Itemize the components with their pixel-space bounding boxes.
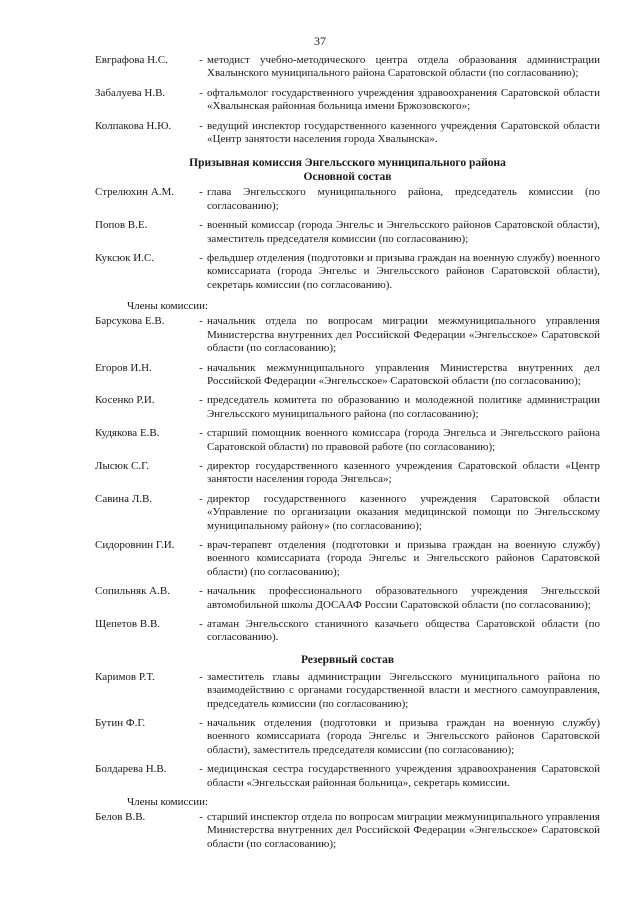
dash-separator: - xyxy=(199,811,203,824)
list-item xyxy=(95,811,600,851)
person-name: Сидоровнин Г.И. xyxy=(95,538,175,551)
dash-separator: - xyxy=(199,315,203,328)
position-description: директор государственного казенного учреждения Саратовской области «Управление по организации оказания медицинской помощи по Энгельсскому муниципальному району» (по согласованию); xyxy=(207,492,600,532)
list-item xyxy=(95,315,600,355)
dash-separator: - xyxy=(199,219,203,232)
list-item xyxy=(95,87,600,114)
list-item xyxy=(95,54,600,81)
main-members-list xyxy=(95,315,600,645)
person-name: Стрелюхин А.М. xyxy=(95,186,175,199)
dash-separator: - xyxy=(199,54,203,66)
position-description: начальник отдела по вопросам миграции межмуниципального управления Министерства внутренних дел Российской Федерации «Энгельсское» Саратовской области (по согласованию); xyxy=(207,315,600,355)
list-item xyxy=(95,120,600,147)
person-name: Егоров И.Н. xyxy=(95,361,152,374)
person-name: Бутин Ф.Г. xyxy=(95,717,146,730)
dash-separator: - xyxy=(199,361,203,374)
position-description: ведущий инспектор государственного казенного учреждения Саратовской области «Центр занятости населения города Хвалынска». xyxy=(207,119,600,146)
person-name: Белов В.В. xyxy=(95,811,146,824)
list-item xyxy=(95,460,600,487)
main-entries-list xyxy=(95,186,600,292)
list-item xyxy=(95,585,600,612)
position-description: военный комиссар (города Энгельс и Энгельсского районов Саратовской области), заместитель председателя комиссии (по согласованию); xyxy=(207,219,600,245)
person-name: Косенко Р.И. xyxy=(95,394,155,407)
dash-separator: - xyxy=(199,427,203,440)
person-name: Щепетов В.В. xyxy=(95,618,161,630)
person-name: Куксюк И.С. xyxy=(95,252,155,265)
list-item xyxy=(95,493,600,533)
dash-separator: - xyxy=(199,670,203,683)
position-description: старший инспектор отдела по вопросам миграции межмуниципального управления Министерства внутренних дел Российской Федерации «Энгельсское» Саратовской области (по согласованию); xyxy=(207,811,600,850)
person-name: Лысюк С.Г. xyxy=(95,459,150,472)
dash-separator: - xyxy=(199,394,203,407)
top-entries-list xyxy=(95,54,600,146)
dash-separator: - xyxy=(199,618,203,630)
position-description: офтальмолог государственного учреждения здравоохранения Саратовской области «Хвалынская районная больница имени Бржозовского»; xyxy=(207,86,600,113)
list-item xyxy=(95,539,600,579)
person-name: Забалуева Н.В. xyxy=(95,86,166,99)
person-name: Кудякова Е.В. xyxy=(95,427,160,440)
main-composition-title: Основной состав xyxy=(303,171,392,184)
dash-separator: - xyxy=(199,119,203,132)
list-item xyxy=(95,618,600,645)
person-name: Попов В.Е. xyxy=(95,219,148,232)
position-description: методист учебно-методического центра отдела образования администрации Хвалынского муниципального района Саратовской области (по согласованию); xyxy=(207,54,600,80)
position-description: директор государственного казенного учреждения Саратовской области «Центр занятости населения города Энгельса»; xyxy=(207,459,600,486)
position-description: начальник отделения (подготовки и призыва граждан на военную службу) военного комиссариата (города Энгельс и Энгельсского районов Саратовской области), заместитель председателя комиссии (по согласованию); xyxy=(207,717,600,756)
position-description: атаман Энгельсского станичного казачьего общества Саратовской области (по согласованию). xyxy=(207,618,600,644)
document-content xyxy=(95,54,600,857)
list-item xyxy=(95,252,600,292)
dash-separator: - xyxy=(199,252,203,265)
dash-separator: - xyxy=(199,585,203,598)
person-name: Болдарева Н.В. xyxy=(95,763,167,776)
position-description: начальник профессионального образовательного учреждения Энгельсской автомобильной школы ДОСААФ России Саратовской области (по согласованию); xyxy=(207,585,600,611)
dash-separator: - xyxy=(199,763,203,776)
position-description: фельдшер отделения (подготовки и призыва граждан на военную службу) военного комиссариата (города Энгельс и Энгельсского районов Саратовской области), секретарь комиссии (по согласованию). xyxy=(207,252,600,291)
position-description: начальник межмуниципального управления Министерства внутренних дел Российской Федерации «Энгельсское» Саратовской области (по согласованию); xyxy=(207,361,600,387)
dash-separator: - xyxy=(199,86,203,99)
members-label-main: Члены комиссии: xyxy=(127,300,209,313)
page-number: 37 xyxy=(314,34,326,48)
list-item xyxy=(95,763,600,790)
position-description: председатель комитета по образованию и молодежной политике администрации Энгельсского муниципального района (по согласованию); xyxy=(207,394,600,420)
position-description: медицинская сестра государственного учреждения здравоохранения Саратовской области «Энгельсская районная больница», секретарь комиссии. xyxy=(207,763,600,789)
person-name: Сопильняк А.В. xyxy=(95,585,170,598)
dash-separator: - xyxy=(199,459,203,472)
person-name: Каримов Р.Т. xyxy=(95,670,155,683)
position-description: заместитель главы администрации Энгельсского муниципального района по взаимодействию с органами государственной власти и местного самоуправления, председатель комиссии (по согласованию); xyxy=(207,670,600,710)
list-item xyxy=(95,394,600,421)
person-name: Колпакова Н.Ю. xyxy=(95,119,172,132)
position-description: врач-терапевт отделения (подготовки и призыва граждан на военную службу) военного комиссариата (города Энгельс и Энгельсского районов Саратовской области) (по согласованию); xyxy=(207,538,600,578)
members-label-reserve: Члены комиссии: xyxy=(127,796,209,809)
dash-separator: - xyxy=(199,186,203,199)
dash-separator: - xyxy=(199,717,203,730)
person-name: Барсукова Е.В. xyxy=(95,315,165,328)
reserve-composition-title: Резервный состав xyxy=(300,653,395,666)
reserve-entries-list xyxy=(95,671,600,790)
position-description: глава Энгельсского муниципального района, председатель комиссии (по согласованию); xyxy=(207,186,600,212)
person-name: Савина Л.В. xyxy=(95,492,153,505)
reserve-members-list xyxy=(95,811,600,851)
person-name: Евграфова Н.С. xyxy=(95,54,168,66)
dash-separator: - xyxy=(199,538,203,551)
list-item xyxy=(95,671,600,711)
position-description: старший помощник военного комиссара (города Энгельса и Энгельсского района Саратовской области) по правовой работе (по согласованию); xyxy=(207,427,600,453)
list-item xyxy=(95,362,600,389)
list-item xyxy=(95,717,600,757)
list-item xyxy=(95,219,600,246)
commission-title: Призывная комиссия Энгельсского муниципального района xyxy=(189,157,506,170)
list-item xyxy=(95,427,600,454)
dash-separator: - xyxy=(199,492,203,505)
list-item xyxy=(95,186,600,213)
